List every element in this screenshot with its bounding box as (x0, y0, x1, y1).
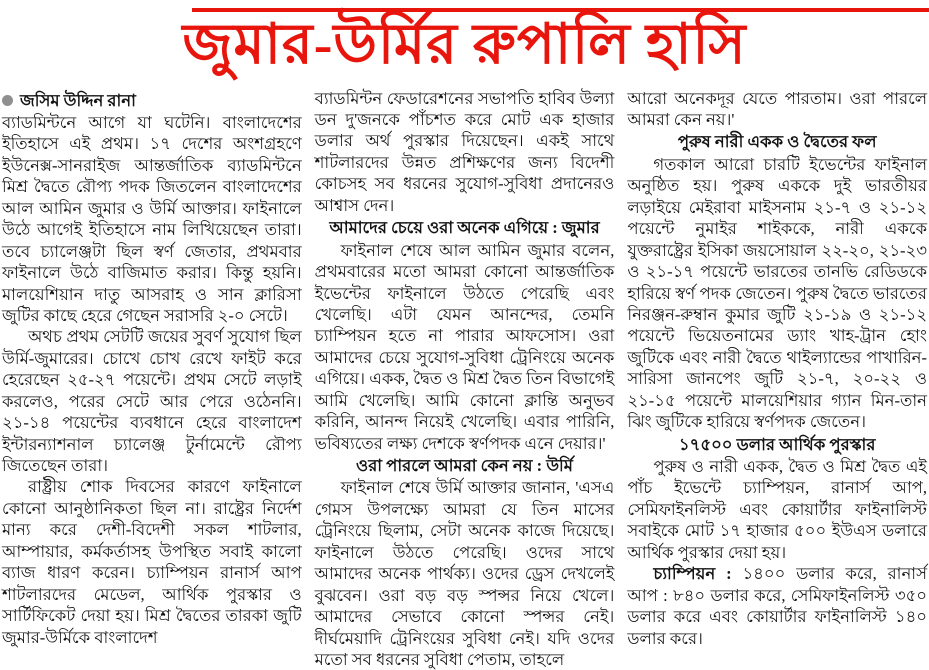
section-subheading: পুরুষ নারী একক ও দ্বৈতের ফল (677, 132, 877, 152)
article-paragraph: গতকাল আরো চারটি ইভেন্টের ফাইনাল অনুষ্ঠিত হয়। পুরুষ এককে দুই ভারতীয়র লড়াইয়ে মেইরাবা মাইসনাম ২১-৭ ও ২১-১২ পয়েন্টে নুমাইর শাইককে, নারী এককে যুক্তরাষ্ট্রের ইসিকা জয়সোয়াল ২২-২০, ২১-২৩ ও ২১-১৭ পয়েন্টে ভারতের তানভি রেডিডকে হারিয়ে স্বর্ণ পদক জেতেন। পুরুষ দ্বৈতে ভারতের নিরঞ্জন-রুম্বান কুমার জুটি ২১-১৯ ও ২১-১২ পয়েন্টে ভিয়েতনামের ড্যাং খাহ-ট্রান হোং জুটিকে এবং নারী দ্বৈতে থাইল্যান্ডের পাখারিন-সারিসা জানপেং জুটি ২১-৭, ২০-২২ ও ২১-১৫ পয়েন্টে মালয়েশিয়ার গ্যান মিন-তান ঝিং জুটিকে হারিয়ে স্বর্ণপদক জেতেন। (627, 154, 928, 432)
article-paragraph (627, 563, 927, 649)
section-subheading: ওরা পারলে আমরা কেন নয় : উর্মি (356, 456, 573, 476)
article-paragraph: ব্যাডমিন্টন ফেডারেশনের সভাপতি হাবিব উল্যা ডন দু'জনকে পাঁচশত করে মোট এক হাজার ডলার অর্থ পুরস্কার দিয়েছেন। একই সাথে শাটলারদের উন্নত প্রশিক্ষণের জন্য বিদেশী কোচসহ সব ধরনের সুযোগ-সুবিধা প্রদানেরও আশ্বাস দেন। (314, 88, 615, 215)
article-paragraph: ব্যাডমিন্টনে আগে যা ঘটেনি। বাংলাদেশের ইতিহাসে এই প্রথম। ১৭ দেশের অংশগ্রহণে ইউনেক্স-সানরাইজ আন্তর্জাতিক ব্যাডমিন্টনে মিশ্র দ্বৈতে রৌপ্য পদক জিতলেন বাংলাদেশের আল আমিন জুমার ও উর্মি আক্তার। ফাইনালে উঠে আগেই ইতিহাসে নাম লিখিয়েছেন তারা। তবে চ্যালেঞ্জটা ছিল স্বর্ণ জেতার, প্রথমবার ফাইনালে উঠে বাজিমাত করার। কিন্তু হয়নি। মালয়েশিয়ান দাতু আসরাহ ও সান ক্লারিসা জুটির কাছে হেরে গেছেন সরাসরি ২-০ সেটে। (2, 113, 302, 325)
column-3 (627, 88, 927, 670)
article-paragraph: ফাইনাল শেষে উর্মি আক্তার জানান, 'এসএ গেমস উপলক্ষ্যে আমরা যে তিন মাসের ট্রেনিংয়ে ছিলাম, সেটা অনেক কাজে দিয়েছে। ফাইনালে উঠতে পেরেছি। ওদের সাথে আমাদের অনেক পার্থক্য। ওদের ড্রেস দেখলেই বুঝবেন। ওরা বড় বড় স্পন্সর নিয়ে খেলে। আমাদের সেভাবে কোনো স্পন্সর নেই। দীর্ঘমেয়াদি ট্রেনিংয়ের সুবিধা নেই। যদি ওদের মতো সব ধরনের সুবিধা পেতাম, তাহলে (314, 478, 615, 669)
paragraph-lead: চ্যাম্পিয়ন : (653, 564, 732, 584)
section-subheading: আমাদের চেয়ে ওরা অনেক এগিয়ে : জুমার (329, 218, 600, 238)
masthead-bottom-rule (192, 8, 929, 12)
newspaper-page (0, 8, 929, 669)
section-subheading: ১৭৫০০ ডলার আর্থিক পুরস্কার (678, 434, 876, 454)
byline (2, 90, 302, 111)
byline-author: জসিম উদ্দিন রানা (20, 90, 136, 110)
column-2 (315, 88, 615, 670)
article-paragraph: রাষ্ট্রীয় শোক দিবসের কারণে ফাইনালে কোনো আনুষ্ঠানিকতা ছিল না। রাষ্ট্রের নির্দেশ মান্য করে দেশী-বিদেশী সকল শাটলার, আম্পায়ার, কর্মকর্তাসহ উপস্থিত সবাই কালো ব্যাজ ধারণ করেন। চ্যাম্পিয়ন রানার্স আপ শাটলারদের মেডেল, আর্থিক পুরস্কার ও সার্টিফিকেট দেয়া হয়। মিশ্র দ্বৈতের তারকা জুটি জুমার-উর্মিকে বাংলাদেশ (2, 477, 302, 647)
article-headline: জুমার-উর্মির রুপালি হাসি (182, 14, 747, 76)
column-1 (2, 88, 302, 670)
byline-bullet-icon (2, 95, 13, 106)
article-paragraph: ফাইনাল শেষে আল আমিন জুমার বলেন, প্রথমবারের মতো আমরা কোনো আন্তর্জাতিক ইভেন্টের ফাইনালে উঠতে পেরেছি এবং খেলেছি। এটা যেমন আনন্দের, তেমনি চ্যাম্পিয়ন হতে না পারার আফসোস। ওরা আমাদের চেয়ে সুযোগ-সুবিধা ট্রেনিংয়ে অনেক এগিয়ে। একক, দ্বৈত ও মিশ্র দ্বৈত তিন বিভাগেই আমি খেলেছি। আমি কোনো ক্লান্তি অনুভব করিনি, আনন্দ নিয়েই খেলেছি। এবার পারিনি, ভবিষ্যতের লক্ষ্য দেশকে স্বর্ণপদক এনে দেয়ার।' (314, 240, 615, 453)
paragraph-rest: ১৪০০ ডলার করে, রানার্স আপ : ৮৪০ ডলার করে, সেমিফাইনলিস্ট ৩৫০ ডলার করে এবং কোয়ার্টার ফাইনালিস্ট ১৪০ ডলার করে। (627, 564, 928, 648)
article-paragraph: পুরুষ ও নারী একক, দ্বৈত ও মিশ্র দ্বৈত এই পাঁচ ইভেন্টে চ্যাম্পিয়ন, রানার্স আপ, সেমিফাইনলিস্ট এবং কোয়ার্টার ফাইনালিস্ট সবাইকে মোট ১৭ হাজার ৫০০ ইউএস ডলারে আর্থিক পুরস্কার দেয়া হয়। (627, 457, 928, 562)
article-paragraph: আরো অনেকদূর যেতে পারতাম। ওরা পারলে আমরা কেন নয়।' (627, 88, 928, 130)
article-body (0, 84, 929, 670)
article-paragraph: অথচ প্রথম সেটটি জয়ের সুবর্ণ সুযোগ ছিল উর্মি-জুমারের। চোখে চোখ রেখে ফাইট করে হেরেছেন ২৫-২৭ পয়েন্টে। প্রথম সেটে লড়াই করলেও, পরের সেটে আর পেরে ওঠেননি। ২১-১৪ পয়েন্টের ব্যবধানে হেরে বাংলাদেশ ইন্টারন্যাশনাল চ্যালেঞ্জ টুর্নামেন্টে রৌপ্য জিতেছেন তারা। (2, 327, 302, 476)
